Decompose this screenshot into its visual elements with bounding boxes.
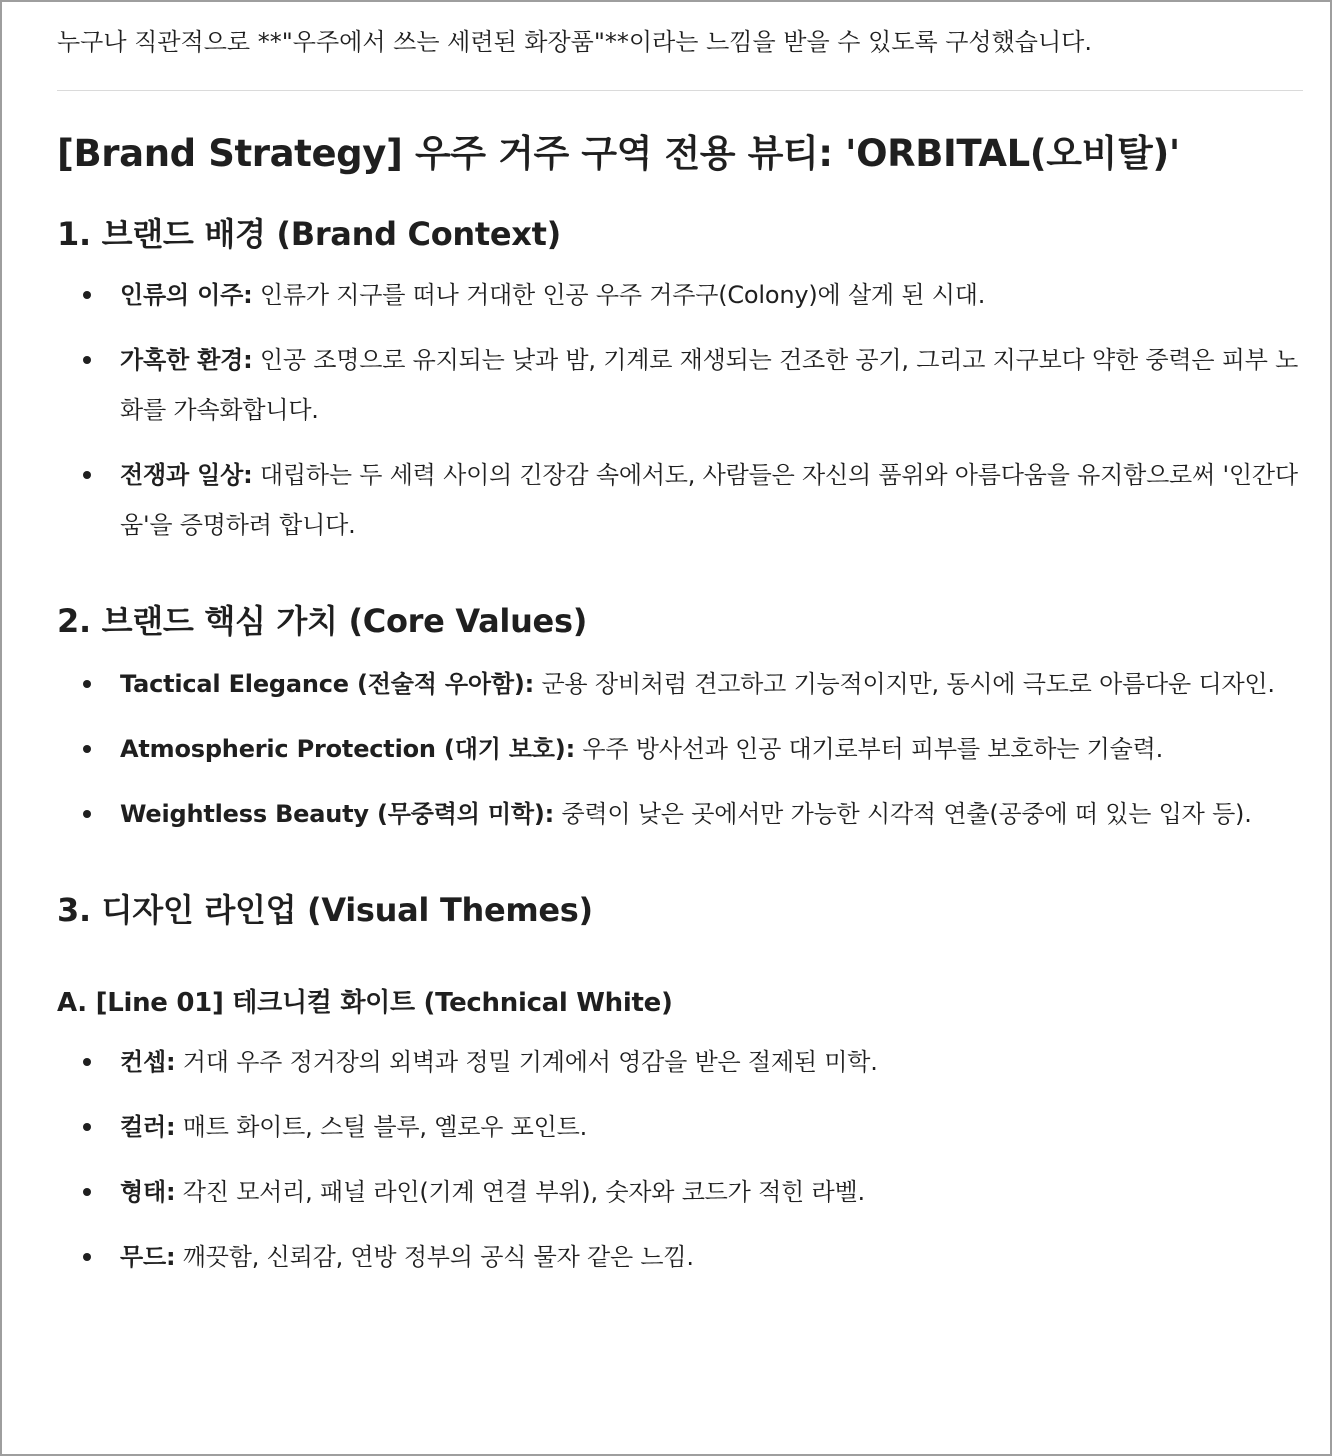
- bullet-icon: [83, 471, 91, 479]
- item-label: 인류의 이주:: [120, 281, 253, 309]
- technical-white-list: [57, 1037, 1307, 1282]
- bullet-icon: [83, 745, 91, 753]
- item-label: 무드:: [120, 1243, 176, 1271]
- item-text: 각진 모서리, 패널 라인(기계 연결 부위), 숫자와 코드가 적힌 라벨.: [175, 1178, 865, 1206]
- subsection-heading-technical-white: A. [Line 01] 테크니컬 화이트 (Technical White): [57, 988, 673, 1018]
- item-text: 깨끗함, 신뢰감, 연방 정부의 공식 물자 같은 느낌.: [175, 1243, 694, 1271]
- bullet-icon: [83, 291, 91, 299]
- item-label: Atmospheric Protection (대기 보호):: [120, 735, 575, 763]
- list-item: [57, 1167, 1307, 1217]
- item-text: 인공 조명으로 유지되는 낮과 밤, 기계로 재생되는 건조한 공기, 그리고 지구보다 약한 중력은 피부 노화를 가속화합니다.: [120, 346, 1299, 424]
- item-label: Tactical Elegance (전술적 우아함):: [120, 670, 535, 698]
- item-label: 컨셉:: [120, 1048, 176, 1076]
- list-item: [57, 1037, 1307, 1087]
- section-heading-visual-themes: 3. 디자인 라인업 (Visual Themes): [57, 891, 593, 929]
- bullet-icon: [83, 1123, 91, 1131]
- bullet-icon: [83, 1188, 91, 1196]
- item-label: 컬러:: [120, 1113, 176, 1141]
- bullet-icon: [83, 810, 91, 818]
- item-text: 대립하는 두 세력 사이의 긴장감 속에서도, 사람들은 자신의 품위와 아름다움을 유지함으로써 '인간다움'을 증명하려 합니다.: [120, 461, 1298, 539]
- item-text: 거대 우주 정거장의 외벽과 정밀 기계에서 영감을 받은 절제된 미학.: [175, 1048, 878, 1076]
- core-values-list: [57, 659, 1307, 839]
- item-text: 중력이 낮은 곳에서만 가능한 시각적 연출(공중에 떠 있는 입자 등).: [554, 800, 1252, 828]
- list-item: [57, 1102, 1307, 1152]
- item-text: 우주 방사선과 인공 대기로부터 피부를 보호하는 기술력.: [574, 735, 1164, 763]
- list-item: [57, 789, 1307, 839]
- divider: [57, 90, 1303, 91]
- item-label: 가혹한 환경:: [120, 346, 253, 374]
- bullet-icon: [83, 680, 91, 688]
- section-heading-brand-context: 1. 브랜드 배경 (Brand Context): [57, 215, 561, 253]
- item-label: 전쟁과 일상:: [120, 461, 253, 489]
- list-item: [57, 1232, 1307, 1282]
- list-item: [57, 450, 1307, 550]
- list-item: [57, 659, 1307, 709]
- document-body: [57, 2, 1307, 1282]
- item-text: 매트 화이트, 스틸 블루, 옐로우 포인트.: [175, 1113, 587, 1141]
- brand-context-list: [57, 270, 1307, 550]
- section-heading-core-values: 2. 브랜드 핵심 가치 (Core Values): [57, 602, 588, 640]
- item-text: 인류가 지구를 떠나 거대한 인공 우주 거주구(Colony)에 살게 된 시대.: [252, 281, 986, 309]
- list-item: [57, 270, 1307, 320]
- bullet-icon: [83, 1058, 91, 1066]
- bullet-icon: [83, 1253, 91, 1261]
- item-label: Weightless Beauty (무중력의 미학):: [120, 800, 555, 828]
- bullet-icon: [83, 356, 91, 364]
- document-title: [Brand Strategy] 우주 거주 구역 전용 뷰티: 'ORBITAL(오비탈)': [57, 132, 1180, 175]
- item-label: 형태:: [120, 1178, 176, 1206]
- item-text: 군용 장비처럼 견고하고 기능적이지만, 동시에 극도로 아름다운 디자인.: [534, 670, 1275, 698]
- intro-text: 누구나 직관적으로 **"우주에서 쓰는 세련된 화장품"**이라는 느낌을 받을 수 있도록 구성했습니다.: [57, 28, 1092, 56]
- list-item: [57, 724, 1307, 774]
- list-item: [57, 335, 1307, 435]
